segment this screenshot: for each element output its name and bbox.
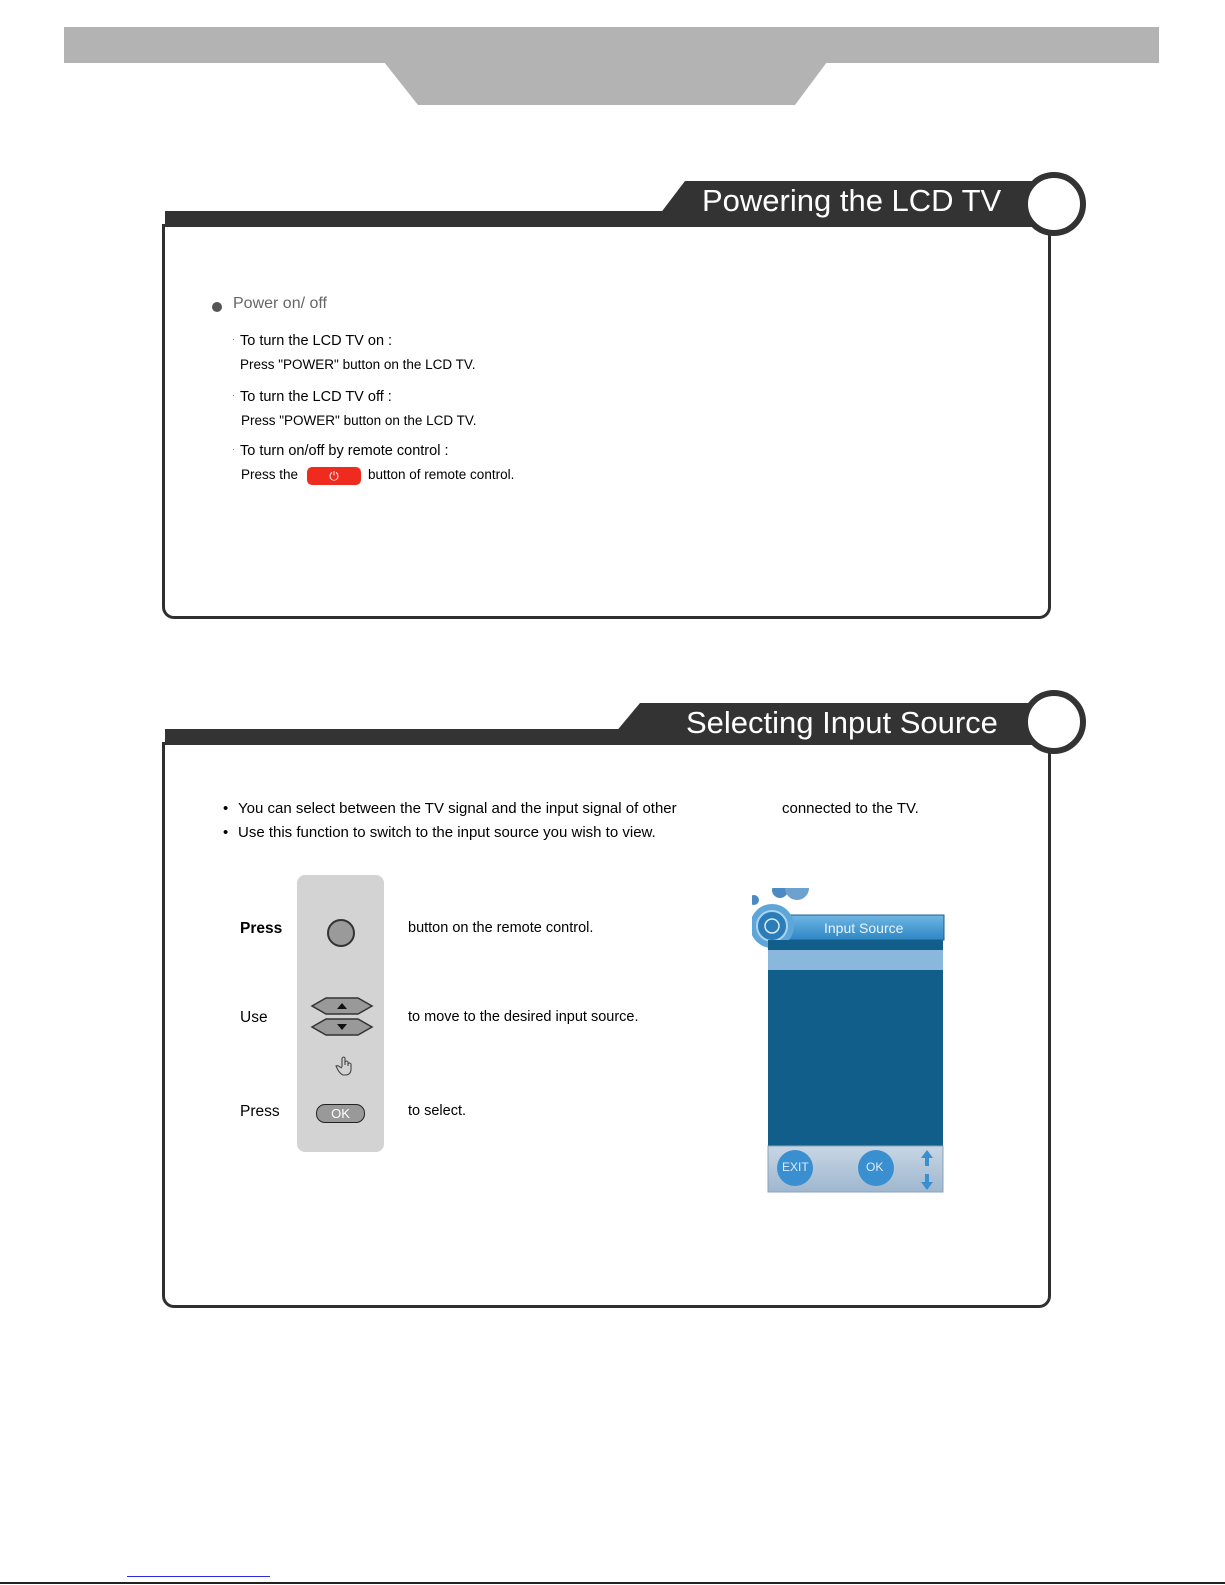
section-title: Selecting Input Source xyxy=(686,705,998,740)
item-marker: · xyxy=(232,390,235,400)
step-text: to select. xyxy=(408,1103,467,1119)
remote-label: To turn on/off by remote control : xyxy=(240,443,449,459)
up-down-arrows-icon xyxy=(310,996,374,1038)
bullet-dot-icon xyxy=(212,302,222,312)
power-heading: Power on/ off xyxy=(233,295,327,312)
footer-link-underline xyxy=(127,1576,270,1577)
bullet-text-1a: You can select between the TV signal and the input signal of other xyxy=(238,800,677,817)
step-text: to move to the desired input source. xyxy=(408,1009,639,1025)
osd-ok-label: OK xyxy=(866,1160,884,1174)
item-marker: · xyxy=(232,444,235,454)
step-text: button on the remote control. xyxy=(408,920,594,936)
remote-detail-before: Press the xyxy=(241,467,299,482)
turn-on-detail: Press "POWER" button on the LCD TV. xyxy=(240,357,476,372)
section-badge xyxy=(1022,690,1086,754)
osd-exit-label: EXIT xyxy=(782,1160,809,1174)
step-verb: Press xyxy=(240,1103,280,1120)
step-verb: Press xyxy=(240,920,283,937)
footer-rule xyxy=(0,1582,1225,1584)
turn-off-label: To turn the LCD TV off : xyxy=(240,389,392,405)
bullet-text-2: Use this function to switch to the input source you wish to view. xyxy=(238,824,656,841)
item-marker: · xyxy=(232,334,235,344)
ok-button-icon: OK xyxy=(316,1104,365,1123)
turn-off-detail: Press "POWER" button on the LCD TV. xyxy=(241,413,477,428)
turn-on-label: To turn the LCD TV on : xyxy=(240,333,393,349)
hand-pointer-icon xyxy=(334,1055,354,1077)
bullet-char: • xyxy=(223,824,229,841)
section-badge xyxy=(1022,172,1086,236)
step-verb: Use xyxy=(240,1009,268,1026)
remote-detail-after: button of remote control. xyxy=(368,467,515,482)
header-tab xyxy=(0,0,1225,110)
bullet-text-1b: connected to the TV. xyxy=(782,800,919,817)
bullet-char: • xyxy=(223,800,229,817)
section-title: Powering the LCD TV xyxy=(702,183,1002,218)
source-button-icon xyxy=(326,918,356,948)
osd-title: Input Source xyxy=(824,920,904,936)
power-button-icon: ⏻ xyxy=(307,467,361,485)
